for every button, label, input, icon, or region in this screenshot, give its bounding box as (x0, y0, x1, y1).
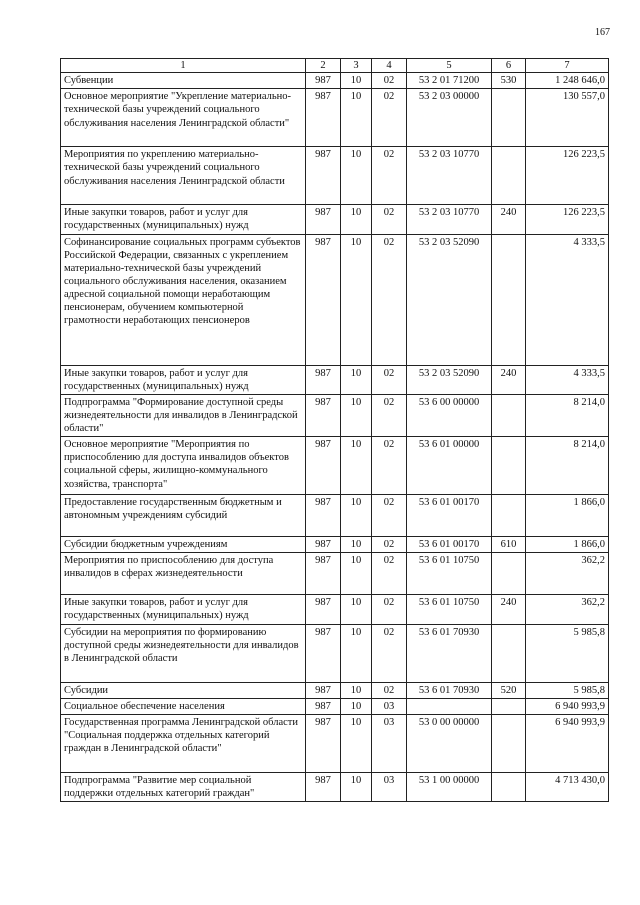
cell-col6 (492, 234, 526, 365)
cell-amount: 1 248 646,0 (526, 73, 609, 89)
table-row (61, 205, 609, 234)
cell-amount: 4 333,5 (526, 234, 609, 365)
cell-col4: 02 (372, 234, 407, 365)
cell-col3: 10 (341, 624, 372, 682)
cell-col2: 987 (306, 537, 341, 553)
cell-col4: 02 (372, 595, 407, 624)
cell-col4: 02 (372, 437, 407, 495)
cell-name: Основное мероприятие "Мероприятия по приспособлению для доступа инвалидов объектов социальной сферы, жилищно-коммунального хозяйства, транспорта" (61, 437, 306, 495)
cell-col4: 03 (372, 714, 407, 772)
cell-code: 53 2 03 10770 (407, 205, 492, 234)
cell-col3: 10 (341, 698, 372, 714)
cell-col6 (492, 553, 526, 595)
cell-name: Субсидии бюджетным учреждениям (61, 537, 306, 553)
cell-col4: 02 (372, 365, 407, 394)
cell-col3: 10 (341, 365, 372, 394)
cell-col6: 520 (492, 682, 526, 698)
page-number: 167 (595, 27, 610, 38)
table-row (61, 698, 609, 714)
cell-code: 53 6 01 00170 (407, 495, 492, 537)
table-row (61, 89, 609, 147)
cell-col2: 987 (306, 73, 341, 89)
table-row (61, 624, 609, 682)
cell-code: 53 2 01 71200 (407, 73, 492, 89)
cell-col3: 10 (341, 772, 372, 801)
cell-amount: 5 985,8 (526, 624, 609, 682)
cell-col4: 03 (372, 772, 407, 801)
cell-col2: 987 (306, 205, 341, 234)
cell-name: Субвенции (61, 73, 306, 89)
cell-col4: 02 (372, 73, 407, 89)
column-header: 6 (492, 59, 526, 73)
cell-col2: 987 (306, 89, 341, 147)
cell-col4: 02 (372, 89, 407, 147)
cell-amount: 6 940 993,9 (526, 698, 609, 714)
cell-col2: 987 (306, 495, 341, 537)
table-row (61, 495, 609, 537)
cell-amount: 4 713 430,0 (526, 772, 609, 801)
cell-col2: 987 (306, 714, 341, 772)
cell-amount: 126 223,5 (526, 205, 609, 234)
cell-col6 (492, 772, 526, 801)
cell-col6: 240 (492, 365, 526, 394)
cell-col4: 02 (372, 394, 407, 436)
cell-col4: 02 (372, 624, 407, 682)
cell-col2: 987 (306, 437, 341, 495)
cell-code: 53 2 03 00000 (407, 89, 492, 147)
cell-code: 53 6 01 70930 (407, 682, 492, 698)
cell-col6 (492, 394, 526, 436)
table-row (61, 682, 609, 698)
cell-amount: 1 866,0 (526, 537, 609, 553)
cell-col6 (492, 437, 526, 495)
table-row (61, 537, 609, 553)
column-header: 4 (372, 59, 407, 73)
cell-col2: 987 (306, 682, 341, 698)
cell-col3: 10 (341, 394, 372, 436)
cell-name: Иные закупки товаров, работ и услуг для государственных (муниципальных) нужд (61, 595, 306, 624)
cell-col3: 10 (341, 537, 372, 553)
cell-col6 (492, 495, 526, 537)
column-header: 7 (526, 59, 609, 73)
cell-name: Иные закупки товаров, работ и услуг для государственных (муниципальных) нужд (61, 365, 306, 394)
cell-name: Мероприятия по укреплению материально-технической базы учреждений социального обслуживания населения Ленинградской области (61, 147, 306, 205)
cell-name: Иные закупки товаров, работ и услуг для государственных (муниципальных) нужд (61, 205, 306, 234)
cell-col6 (492, 698, 526, 714)
cell-col6: 530 (492, 73, 526, 89)
cell-col3: 10 (341, 437, 372, 495)
cell-col3: 10 (341, 553, 372, 595)
table-row (61, 147, 609, 205)
cell-code: 53 2 03 52090 (407, 234, 492, 365)
cell-col2: 987 (306, 624, 341, 682)
cell-col6: 610 (492, 537, 526, 553)
cell-col4: 03 (372, 698, 407, 714)
column-header: 5 (407, 59, 492, 73)
table-row (61, 394, 609, 436)
cell-amount: 6 940 993,9 (526, 714, 609, 772)
cell-name: Государственная программа Ленинградской области "Социальная поддержка отдельных категорий граждан в Ленинградской области" (61, 714, 306, 772)
cell-name: Софинансирование социальных программ субъектов Российской Федерации, связанных с укреплением материально-технической базы учреждений социального обслуживания населения, оказанием адресной социальной помощи неработающим пенсионерам, обучением компьютерной грамотности неработающих пенсионеров (61, 234, 306, 365)
cell-code: 53 6 01 00000 (407, 437, 492, 495)
cell-col2: 987 (306, 553, 341, 595)
table-row (61, 437, 609, 495)
cell-code: 53 2 03 10770 (407, 147, 492, 205)
cell-amount: 5 985,8 (526, 682, 609, 698)
cell-amount: 4 333,5 (526, 365, 609, 394)
cell-code: 53 6 00 00000 (407, 394, 492, 436)
cell-col3: 10 (341, 73, 372, 89)
budget-table (60, 58, 609, 802)
cell-col3: 10 (341, 595, 372, 624)
table-row (61, 234, 609, 365)
cell-amount: 130 557,0 (526, 89, 609, 147)
cell-col2: 987 (306, 394, 341, 436)
cell-name: Субсидии (61, 682, 306, 698)
cell-col3: 10 (341, 234, 372, 365)
cell-col6 (492, 714, 526, 772)
cell-col6 (492, 147, 526, 205)
cell-col6 (492, 624, 526, 682)
cell-col4: 02 (372, 553, 407, 595)
cell-code: 53 2 03 52090 (407, 365, 492, 394)
cell-col3: 10 (341, 714, 372, 772)
table-row (61, 714, 609, 772)
table-row (61, 73, 609, 89)
cell-col2: 987 (306, 234, 341, 365)
column-header: 1 (61, 59, 306, 73)
table-body (61, 73, 609, 802)
table-row (61, 365, 609, 394)
cell-col3: 10 (341, 682, 372, 698)
table-row (61, 772, 609, 801)
cell-amount: 362,2 (526, 553, 609, 595)
cell-name: Мероприятия по приспособлению для доступа инвалидов в сферах жизнедеятельности (61, 553, 306, 595)
cell-amount: 8 214,0 (526, 394, 609, 436)
cell-col3: 10 (341, 89, 372, 147)
cell-code: 53 1 00 00000 (407, 772, 492, 801)
cell-col4: 02 (372, 205, 407, 234)
cell-col2: 987 (306, 595, 341, 624)
cell-code (407, 698, 492, 714)
cell-col2: 987 (306, 698, 341, 714)
column-header: 3 (341, 59, 372, 73)
cell-col2: 987 (306, 365, 341, 394)
cell-name: Подпрограмма "Развитие мер социальной поддержки отдельных категорий граждан" (61, 772, 306, 801)
cell-col6 (492, 89, 526, 147)
cell-col6: 240 (492, 595, 526, 624)
cell-code: 53 0 00 00000 (407, 714, 492, 772)
cell-amount: 126 223,5 (526, 147, 609, 205)
cell-col4: 02 (372, 147, 407, 205)
cell-code: 53 6 01 70930 (407, 624, 492, 682)
cell-col3: 10 (341, 147, 372, 205)
cell-name: Социальное обеспечение населения (61, 698, 306, 714)
cell-col2: 987 (306, 147, 341, 205)
column-header: 2 (306, 59, 341, 73)
header-row (61, 59, 609, 73)
cell-col3: 10 (341, 495, 372, 537)
cell-code: 53 6 01 00170 (407, 537, 492, 553)
cell-col3: 10 (341, 205, 372, 234)
cell-amount: 362,2 (526, 595, 609, 624)
cell-name: Предоставление государственным бюджетным и автономным учреждениям субсидий (61, 495, 306, 537)
cell-code: 53 6 01 10750 (407, 595, 492, 624)
cell-col4: 02 (372, 495, 407, 537)
cell-col4: 02 (372, 537, 407, 553)
cell-name: Субсидии на мероприятия по формированию доступной среды жизнедеятельности для инвалидов в Ленинградской области (61, 624, 306, 682)
cell-col2: 987 (306, 772, 341, 801)
cell-name: Основное мероприятие "Укрепление материально- технической базы учреждений социального обслуживания населения Ленинградской области" (61, 89, 306, 147)
cell-col6: 240 (492, 205, 526, 234)
cell-name: Подпрограмма "Формирование доступной среды жизнедеятельности для инвалидов в Ленинградской области" (61, 394, 306, 436)
cell-code: 53 6 01 10750 (407, 553, 492, 595)
table-row (61, 595, 609, 624)
cell-amount: 1 866,0 (526, 495, 609, 537)
cell-amount: 8 214,0 (526, 437, 609, 495)
table-row (61, 553, 609, 595)
cell-col4: 02 (372, 682, 407, 698)
